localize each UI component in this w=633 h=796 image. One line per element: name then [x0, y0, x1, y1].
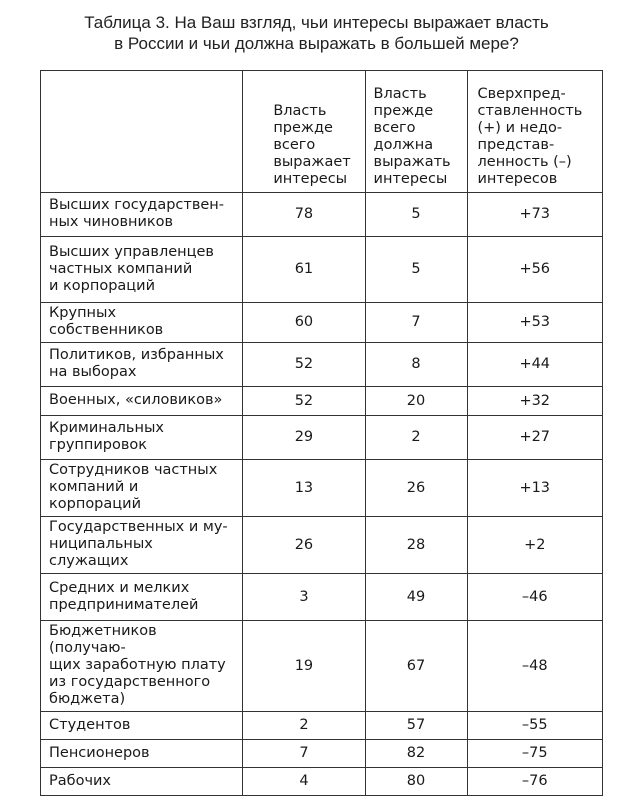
cell-expresses-value: 19	[243, 621, 365, 712]
header-representation-difference: Сверхпред- ставленность (+) и недо- представ- ленность (–) интересов	[467, 71, 603, 193]
cell-expresses-value: 29	[243, 416, 365, 460]
table-title	[0, 12, 633, 54]
cell-difference-value: +44	[467, 343, 603, 387]
cell-should-value: 8	[365, 343, 467, 387]
cell-should-value: 5	[365, 193, 467, 237]
row-group-label: Криминальных группировок	[41, 416, 243, 460]
cell-expresses-value: 61	[243, 237, 365, 303]
table-row	[41, 574, 603, 621]
cell-difference-value: –55	[467, 712, 603, 740]
row-group-label: Бюджетников (получаю- щих заработную плату из государственного бюджета)	[41, 621, 243, 712]
cell-difference-value: +56	[467, 237, 603, 303]
row-group-label: Крупных собственников	[41, 303, 243, 343]
row-group-label: Высших управленцев частных компаний и корпораций	[41, 237, 243, 303]
cell-difference-value: –75	[467, 740, 603, 768]
cell-should-value: 67	[365, 621, 467, 712]
cell-expresses-value: 2	[243, 712, 365, 740]
table-row	[41, 193, 603, 237]
cell-expresses-value: 60	[243, 303, 365, 343]
cell-should-value: 82	[365, 740, 467, 768]
cell-should-value: 7	[365, 303, 467, 343]
table-row	[41, 460, 603, 517]
cell-expresses-value: 13	[243, 460, 365, 517]
cell-difference-value: +73	[467, 193, 603, 237]
cell-expresses-value: 7	[243, 740, 365, 768]
table-row	[41, 621, 603, 712]
row-group-label: Военных, «силовиков»	[41, 387, 243, 416]
cell-difference-value: +53	[467, 303, 603, 343]
row-group-label: Пенсионеров	[41, 740, 243, 768]
header-expresses: Власть прежде всего выражает интересы	[243, 71, 365, 193]
cell-should-value: 26	[365, 460, 467, 517]
table-row	[41, 343, 603, 387]
cell-expresses-value: 52	[243, 387, 365, 416]
cell-should-value: 80	[365, 768, 467, 796]
row-group-label: Политиков, избранных на выборах	[41, 343, 243, 387]
header-should-express: Власть прежде всего должна выражать интересы	[365, 71, 467, 193]
table-row	[41, 768, 603, 796]
table-row	[41, 740, 603, 768]
cell-difference-value: –46	[467, 574, 603, 621]
table-title-line-1: Таблица 3. На Ваш взгляд, чьи интересы выражает власть	[84, 13, 549, 32]
cell-expresses-value: 78	[243, 193, 365, 237]
cell-expresses-value: 3	[243, 574, 365, 621]
cell-should-value: 20	[365, 387, 467, 416]
table-row	[41, 237, 603, 303]
cell-should-value: 49	[365, 574, 467, 621]
cell-expresses-value: 4	[243, 768, 365, 796]
row-group-label: Средних и мелких предпринимателей	[41, 574, 243, 621]
cell-difference-value: +27	[467, 416, 603, 460]
cell-should-value: 2	[365, 416, 467, 460]
cell-difference-value: +2	[467, 517, 603, 574]
header-row	[41, 71, 603, 193]
table-row	[41, 712, 603, 740]
cell-should-value: 5	[365, 237, 467, 303]
row-group-label: Рабочих	[41, 768, 243, 796]
row-group-label: Студентов	[41, 712, 243, 740]
row-group-label: Высших государствен- ных чиновников	[41, 193, 243, 237]
cell-difference-value: –48	[467, 621, 603, 712]
cell-difference-value: +13	[467, 460, 603, 517]
table-row	[41, 387, 603, 416]
row-group-label: Государственных и му- ниципальных служащих	[41, 517, 243, 574]
table-title-line-2: в России и чьи должна выражать в большей мере?	[114, 34, 519, 53]
cell-expresses-value: 26	[243, 517, 365, 574]
table-row	[41, 517, 603, 574]
header-empty-cell	[41, 71, 243, 193]
cell-expresses-value: 52	[243, 343, 365, 387]
table-row	[41, 303, 603, 343]
cell-difference-value: +32	[467, 387, 603, 416]
cell-difference-value: –76	[467, 768, 603, 796]
cell-should-value: 57	[365, 712, 467, 740]
table-body	[41, 193, 603, 796]
table-row	[41, 416, 603, 460]
cell-should-value: 28	[365, 517, 467, 574]
survey-table	[40, 70, 603, 796]
row-group-label: Сотрудников частных компаний и корпораций	[41, 460, 243, 517]
